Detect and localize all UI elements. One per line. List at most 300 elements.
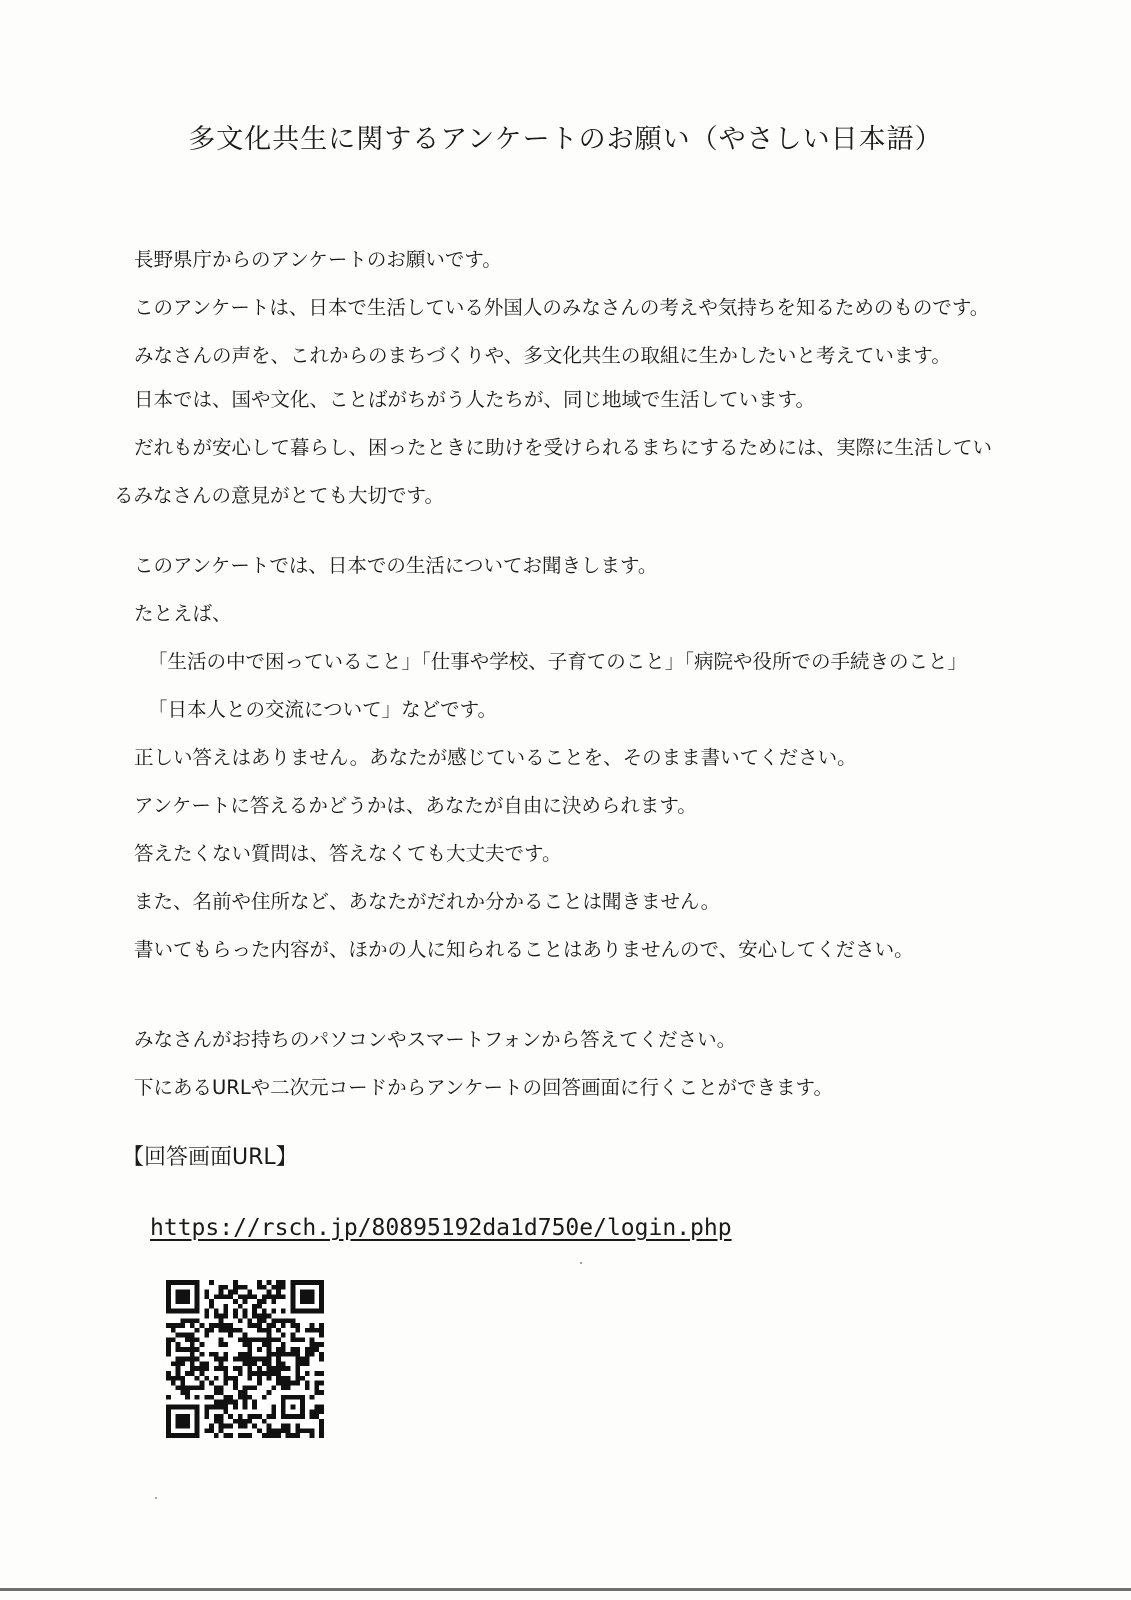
qr-module [214,1404,219,1409]
qr-module [295,1347,300,1352]
qr-module [319,1357,324,1362]
qr-module [190,1347,195,1352]
qr-module [228,1376,233,1381]
qr-module [295,1361,300,1366]
qr-module [319,1381,324,1386]
qr-module [223,1314,228,1319]
qr-module [180,1318,185,1323]
qr-module [204,1361,209,1366]
qr-module [243,1309,248,1314]
qr-module [238,1337,243,1342]
qr-module [290,1433,295,1438]
qr-module [319,1409,324,1414]
qr-module [281,1361,286,1366]
qr-module [252,1314,257,1319]
qr-module [247,1419,252,1424]
qr-module [267,1314,272,1319]
qr-module [223,1304,228,1309]
qr-module [271,1371,276,1376]
qr-module [185,1347,190,1352]
qr-module [219,1366,224,1371]
qr-module [271,1323,276,1328]
qr-module [204,1409,209,1414]
qr-module [295,1428,300,1433]
qr-module [257,1414,262,1419]
qr-module [185,1390,190,1395]
qr-module [257,1347,262,1352]
qr-module [219,1400,224,1405]
qr-module [223,1342,228,1347]
qr-module [267,1376,272,1381]
qr-module [223,1357,228,1362]
qr-module [228,1290,233,1295]
qr-module [295,1376,300,1381]
qr-module [195,1347,200,1352]
qr-module [295,1328,300,1333]
qr-module [295,1366,300,1371]
qr-module [180,1347,185,1352]
qr-module [271,1299,276,1304]
qr-module [228,1333,233,1338]
qr-module [214,1376,219,1381]
qr-module [305,1428,310,1433]
qr-module [262,1309,267,1314]
qr-module [228,1328,233,1333]
qr-module [262,1395,267,1400]
qr-module [219,1424,224,1429]
qr-module [243,1333,248,1338]
qr-module [276,1290,281,1295]
qr-module [314,1328,319,1333]
qr-module [223,1323,228,1328]
qr-module [267,1290,272,1295]
qr-module [223,1294,228,1299]
qr-module [209,1328,214,1333]
qr-module [180,1390,185,1395]
survey-url-link[interactable]: https://rsch.jp/80895192da1d750e/login.php [150,1215,732,1241]
qr-module [219,1337,224,1342]
qr-module [209,1428,214,1433]
howto-line: 下にあるURLや二次元コードからアンケートの回答画面に行くことができます。 [134,1076,833,1099]
privacy-line: 答えたくない質問は、答えなくても大丈夫です。 [134,842,562,865]
qr-module [171,1376,176,1381]
qr-module [185,1385,190,1390]
qr-module [243,1299,248,1304]
qr-module [243,1357,248,1362]
qr-module [195,1366,200,1371]
topics-example-line: 「日本人との交流について」などです。 [148,698,498,721]
qr-module [267,1361,272,1366]
qr-module [195,1357,200,1362]
qr-module [262,1285,267,1290]
qr-module [319,1323,324,1328]
qr-module [310,1328,315,1333]
qr-module [267,1390,272,1395]
qr-module [219,1318,224,1323]
qr-module [190,1366,195,1371]
qr-module [247,1395,252,1400]
qr-module [257,1376,262,1381]
qr-module [276,1381,281,1386]
qr-module [238,1414,243,1419]
qr-module [209,1280,214,1285]
qr-module [257,1328,262,1333]
qr-module [219,1404,224,1409]
qr-module [176,1323,181,1328]
qr-module [252,1309,257,1314]
qr-module [190,1337,195,1342]
qr-module [209,1381,214,1386]
qr-module [281,1294,286,1299]
qr-module [247,1357,252,1362]
qr-module [295,1371,300,1376]
qr-module [238,1285,243,1290]
qr-module [190,1371,195,1376]
qr-module [262,1314,267,1319]
qr-module [310,1414,315,1419]
qr-module [233,1290,238,1295]
qr-module [314,1414,319,1419]
qr-module [247,1433,252,1438]
qr-module [262,1294,267,1299]
qr-module [314,1371,319,1376]
qr-module [219,1323,224,1328]
qr-module [233,1366,238,1371]
qr-module [219,1361,224,1366]
qr-module [176,1357,181,1362]
qr-module [214,1400,219,1405]
privacy-line: 書いてもらった内容が、ほかの人に知られることはありませんので、安心してください。 [134,938,914,961]
qr-module [290,1333,295,1338]
intro-paragraph [134,236,1094,380]
qr-module [247,1414,252,1419]
qr-module [176,1333,181,1338]
qr-module [271,1309,276,1314]
qr-module [281,1342,286,1347]
qr-module [314,1385,319,1390]
qr-module [305,1357,310,1362]
qr-module [276,1357,281,1362]
qr-module [195,1385,200,1390]
qr-module [171,1328,176,1333]
qr-module [281,1280,286,1285]
qr-module [243,1352,248,1357]
howto-line: みなさんがお持ちのパソコンやスマートフォンから答えてください。 [134,1028,737,1051]
qr-module [247,1294,252,1299]
qr-module [252,1385,257,1390]
qr-module [295,1357,300,1362]
qr-module [238,1371,243,1376]
qr-module [176,1347,181,1352]
scan-speck [155,1497,157,1499]
qr-module [247,1342,252,1347]
qr-module [319,1433,324,1438]
qr-module [262,1337,267,1342]
privacy-paragraph [134,782,1094,974]
qr-module [271,1433,276,1438]
qr-module [314,1404,319,1409]
qr-module [223,1424,228,1429]
qr-module [290,1337,295,1342]
qr-module [243,1285,248,1290]
qr-module [319,1424,324,1429]
qr-module [190,1323,195,1328]
qr-module [233,1400,238,1405]
qr-module [295,1352,300,1357]
qr-module [276,1285,281,1290]
qr-module [319,1342,324,1347]
qr-module [247,1318,252,1323]
qr-module [171,1337,176,1342]
qr-module [233,1314,238,1319]
qr-module [200,1361,205,1366]
qr-module [262,1299,267,1304]
qr-module [290,1323,295,1328]
qr-module [290,1347,295,1352]
qr-module [247,1347,252,1352]
qr-module [290,1352,295,1357]
qr-module [286,1424,291,1429]
qr-module [262,1419,267,1424]
qr-module [204,1414,209,1419]
qr-module [267,1333,272,1338]
qr-module [281,1385,286,1390]
qr-module [204,1309,209,1314]
qr-module [257,1366,262,1371]
qr-module [176,1371,181,1376]
qr-module [281,1309,286,1314]
qr-module [214,1309,219,1314]
qr-module [200,1352,205,1357]
qr-module [257,1318,262,1323]
qr-module [238,1357,243,1362]
intro-line: みなさんの声を、これからのまちづくりや、多文化共生の取組に生かしたいと考えています。 [134,344,951,367]
qr-module [295,1433,300,1438]
qr-module [305,1385,310,1390]
qr-module [290,1318,295,1323]
qr-module [310,1342,315,1347]
qr-module [223,1376,228,1381]
qr-module [310,1323,315,1328]
qr-module [286,1428,291,1433]
qr-module [267,1280,272,1285]
qr-module [276,1347,281,1352]
qr-module [247,1385,252,1390]
qr-module [257,1299,262,1304]
qr-module [171,1381,176,1386]
qr-module [209,1404,214,1409]
qr-module [271,1409,276,1414]
qr-module [243,1433,248,1438]
qr-module [238,1419,243,1424]
qr-module [171,1323,176,1328]
qr-module [223,1381,228,1386]
qr-module [176,1342,181,1347]
qr-module [310,1428,315,1433]
qr-module [314,1381,319,1386]
qr-module [276,1376,281,1381]
qr-module [223,1352,228,1357]
qr-module [267,1428,272,1433]
qr-module [257,1337,262,1342]
qr-module [305,1347,310,1352]
qr-module [190,1385,195,1390]
qr-module [219,1385,224,1390]
qr-module [286,1433,291,1438]
qr-module [300,1337,305,1342]
qr-module [247,1323,252,1328]
topics-line: このアンケートでは、日本での生活についてお聞きします。 [134,554,658,577]
qr-module [267,1294,272,1299]
qr-module [166,1337,171,1342]
qr-module [281,1428,286,1433]
qr-module [238,1294,243,1299]
qr-module [228,1400,233,1405]
qr-module [281,1352,286,1357]
qr-module [281,1318,286,1323]
qr-module [267,1433,272,1438]
qr-module [166,1371,171,1376]
qr-module [262,1433,267,1438]
qr-module [281,1381,286,1386]
qr-module [257,1304,262,1309]
qr-module [200,1381,205,1386]
qr-module [166,1352,171,1357]
qr-module [190,1342,195,1347]
qr-module [185,1357,190,1362]
qr-module [262,1318,267,1323]
qr-module [228,1424,233,1429]
qr-module [166,1376,171,1381]
qr-module [214,1357,219,1362]
qr-module [310,1433,315,1438]
qr-module [314,1342,319,1347]
qr-module [243,1419,248,1424]
qr-module [310,1352,315,1357]
qr-module [257,1314,262,1319]
qr-module [214,1419,219,1424]
qr-module [185,1318,190,1323]
qr-module [223,1395,228,1400]
qr-module [238,1328,243,1333]
qr-module [319,1404,324,1409]
topics-paragraph [134,542,1094,782]
qr-module [209,1299,214,1304]
topics-line: 正しい答えはありません。あなたが感じていることを、そのまま書いてください。 [134,746,857,769]
qr-module [209,1304,214,1309]
qr-module [204,1428,209,1433]
qr-module [243,1424,248,1429]
qr-module [286,1318,291,1323]
qr-module [243,1337,248,1342]
qr-module [233,1357,238,1362]
qr-module [267,1414,272,1419]
qr-module [223,1409,228,1414]
qr-module [257,1323,262,1328]
qr-module [166,1395,171,1400]
topics-line: たとえば、 [134,602,232,625]
qr-module [195,1376,200,1381]
qr-module [195,1318,200,1323]
qr-module [219,1290,224,1295]
qr-module [257,1285,262,1290]
page-title: 多文化共生に関するアンケートのお願い（やさしい日本語） [188,124,943,155]
qr-module [243,1395,248,1400]
qr-module [228,1395,233,1400]
qr-module [300,1357,305,1362]
qr-module [295,1337,300,1342]
qr-module [204,1314,209,1319]
qr-module [238,1433,243,1438]
qr-module [233,1299,238,1304]
qr-module [247,1290,252,1295]
qr-module [176,1361,181,1366]
qr-module [209,1352,214,1357]
qr-module [271,1366,276,1371]
qr-module [300,1376,305,1381]
qr-module [305,1361,310,1366]
qr-module [171,1361,176,1366]
qr-module [319,1333,324,1338]
qr-module [267,1342,272,1347]
qr-module [180,1385,185,1390]
qr-module [305,1328,310,1333]
qr-module [252,1357,257,1362]
purpose-line: だれもが安心して暮らし、困ったときに助けを受けられるまちにするためには、実際に生活してい [134,436,993,459]
qr-module [223,1400,228,1405]
qr-module [252,1404,257,1409]
purpose-paragraph [114,376,1094,520]
qr-module [271,1337,276,1342]
qr-code-icon[interactable] [166,1280,324,1438]
qr-module [195,1328,200,1333]
qr-module [243,1385,248,1390]
qr-module [271,1428,276,1433]
qr-module [319,1419,324,1424]
qr-module [319,1428,324,1433]
qr-module [214,1433,219,1438]
qr-module [247,1371,252,1376]
qr-module [262,1342,267,1347]
qr-module [219,1414,224,1419]
qr-module [243,1342,248,1347]
qr-module [223,1404,228,1409]
qr-module [166,1323,171,1328]
qr-module [276,1294,281,1299]
qr-module [238,1390,243,1395]
qr-module [219,1419,224,1424]
qr-module [185,1337,190,1342]
qr-module [219,1314,224,1319]
qr-module [214,1414,219,1419]
qr-module [180,1323,185,1328]
qr-module [276,1361,281,1366]
qr-module [180,1381,185,1386]
qr-module [243,1400,248,1405]
qr-module [310,1347,315,1352]
qr-module [267,1352,272,1357]
qr-module [233,1385,238,1390]
qr-module [247,1352,252,1357]
qr-module [204,1395,209,1400]
privacy-line: アンケートに答えるかどうかは、あなたが自由に決められます。 [134,794,697,817]
qr-module [276,1328,281,1333]
qr-module [319,1390,324,1395]
qr-module [276,1352,281,1357]
qr-module [204,1404,209,1409]
qr-module [262,1328,267,1333]
qr-module [310,1395,315,1400]
